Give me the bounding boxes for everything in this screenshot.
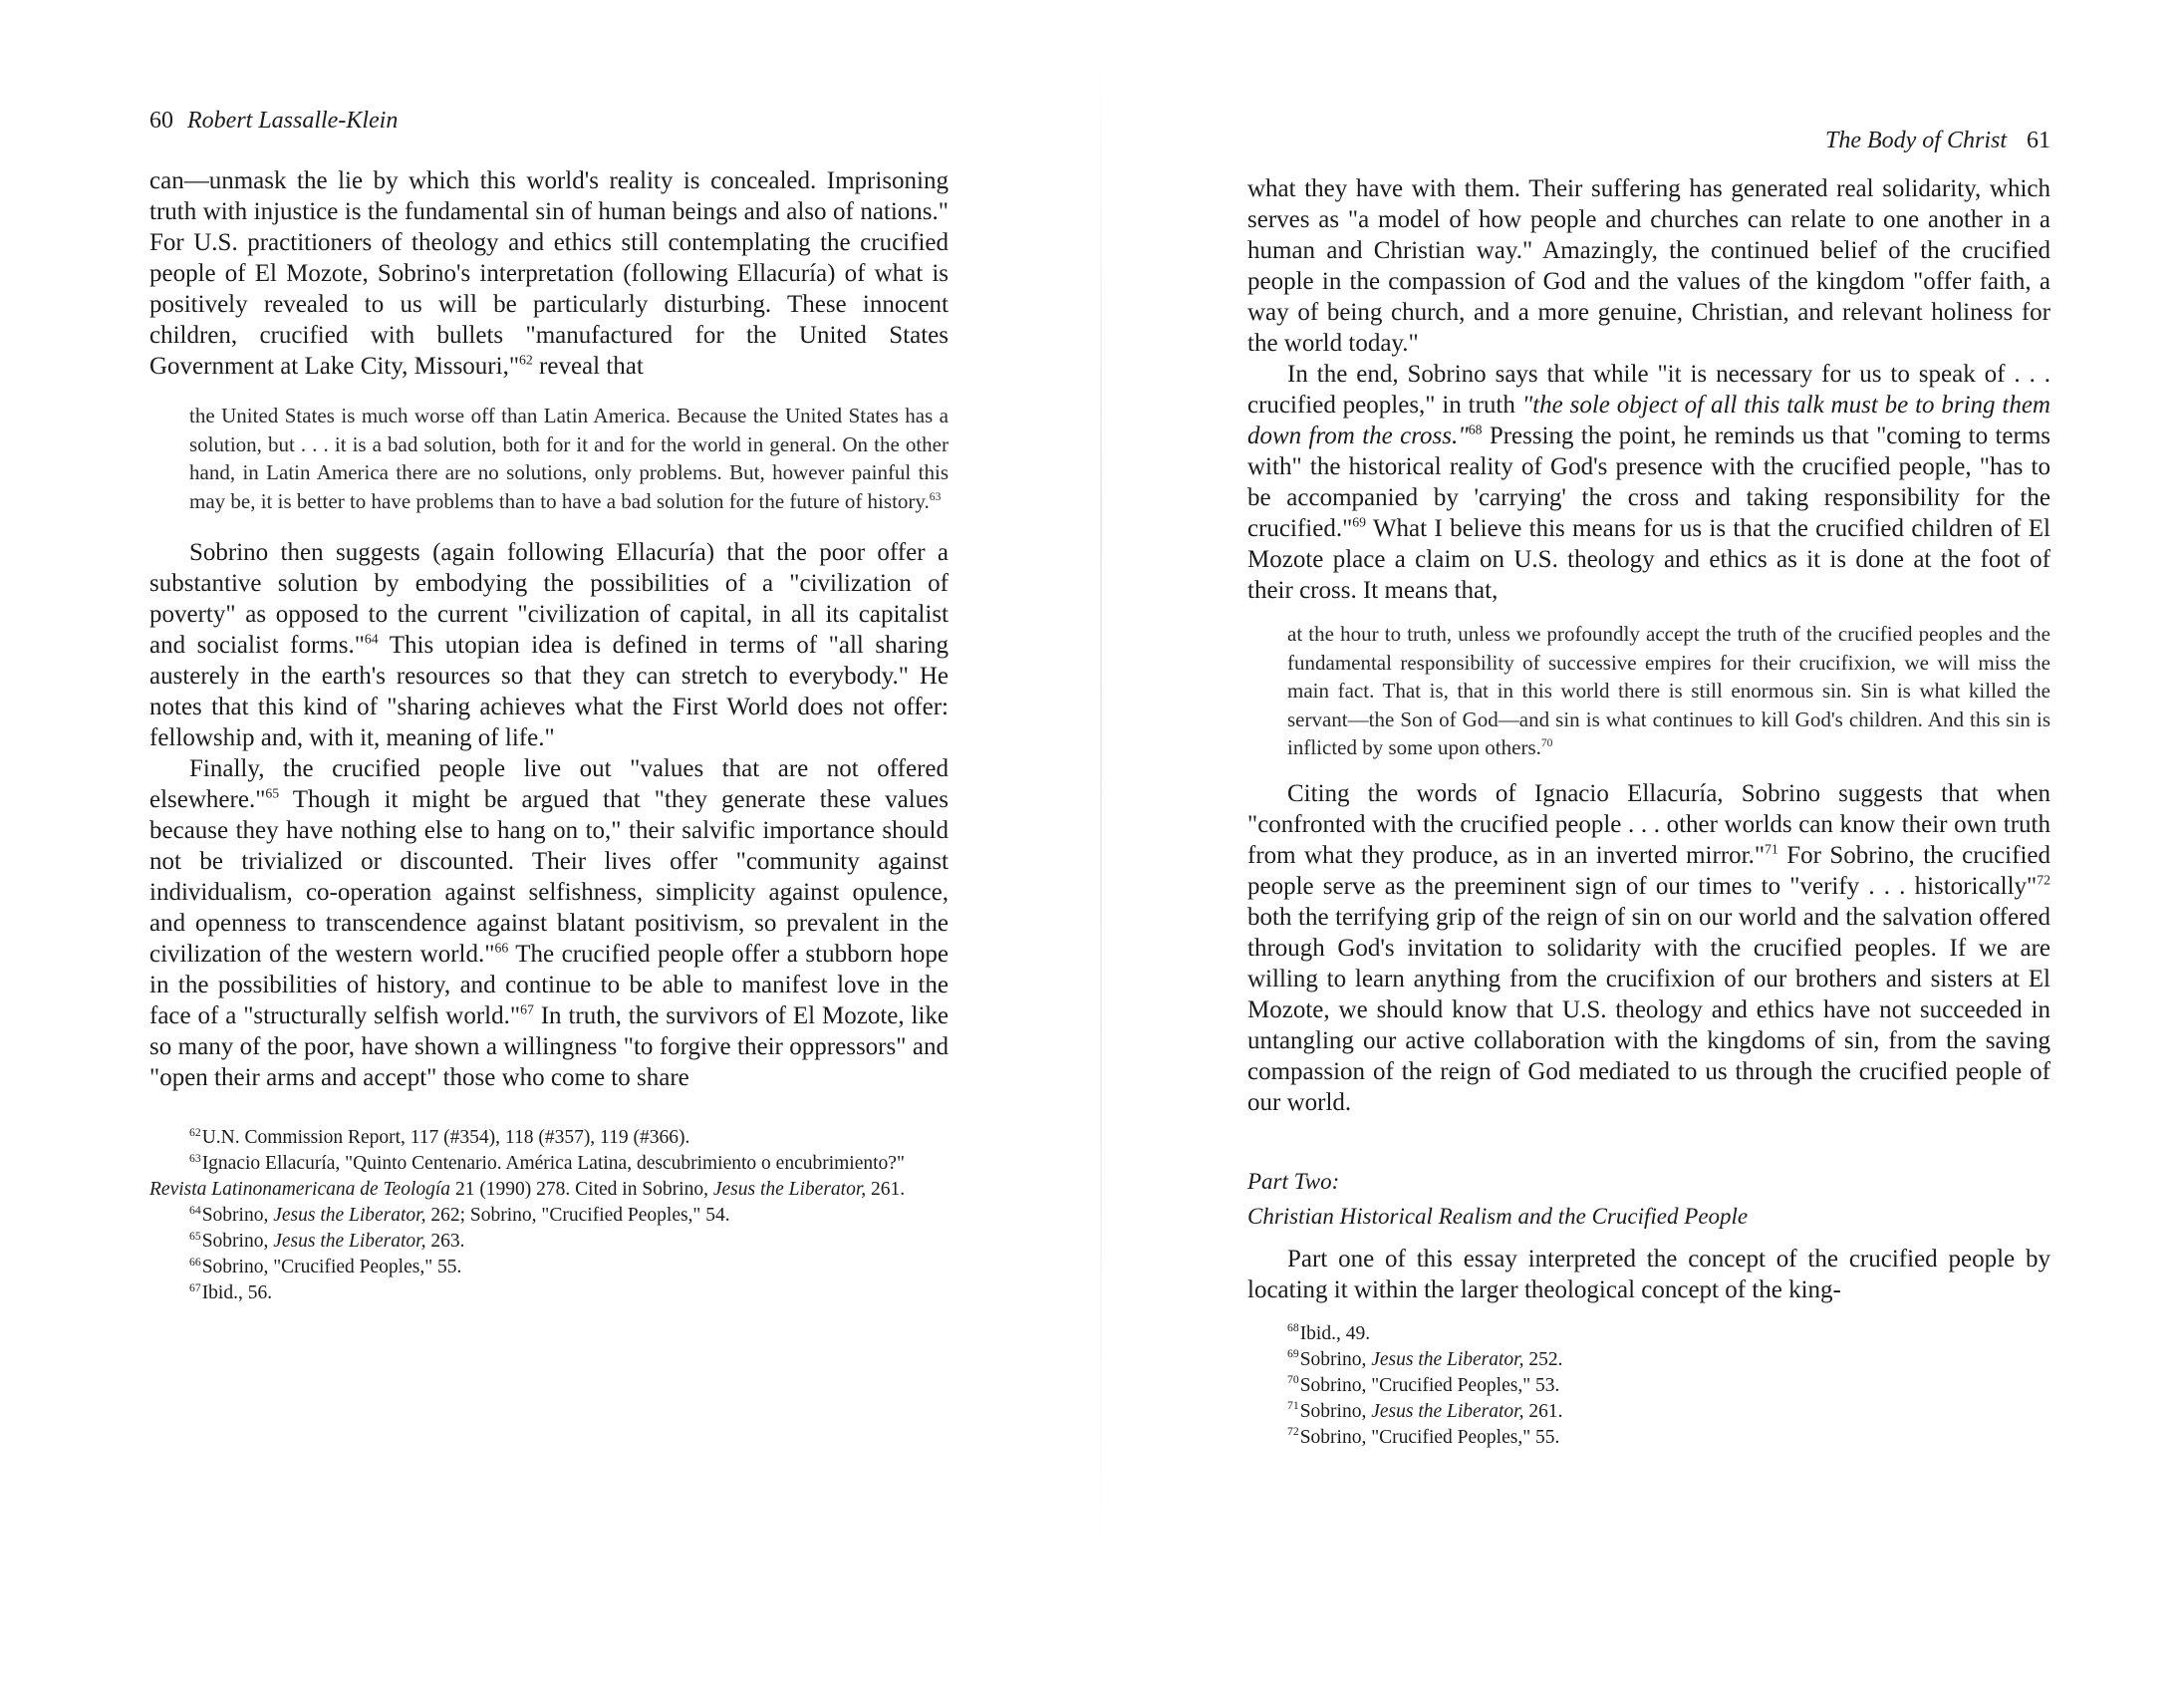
footnote-reference: 67 bbox=[520, 1001, 534, 1017]
paragraph-text: Finally, the crucified people live out "values that are not offered elsewhere." bbox=[149, 755, 949, 813]
footnote-mark: 70 bbox=[1287, 1373, 1299, 1386]
emphasized-text: "the sole object of all this talk must be to bring them down from the cross." bbox=[1247, 392, 2050, 449]
footnote-title: Jesus the Liberator, bbox=[712, 1179, 867, 1200]
footnote bbox=[149, 1255, 949, 1280]
running-head: Robert Lassalle-Klein bbox=[187, 108, 399, 134]
footnote-text: Sobrino, "Crucified Peoples," 55. bbox=[1299, 1426, 1560, 1448]
footnote-text: 21 (1990) 278. Cited in Sobrino, bbox=[450, 1179, 713, 1200]
footnote bbox=[1247, 1425, 2050, 1451]
footnote-mark: 69 bbox=[1287, 1347, 1299, 1360]
footnote-text: Sobrino, bbox=[1299, 1348, 1372, 1370]
body-paragraph bbox=[149, 165, 949, 382]
footnote-mark: 63 bbox=[189, 1151, 201, 1165]
footnote-text: Sobrino, bbox=[201, 1205, 274, 1226]
footnote-reference: 72 bbox=[2037, 872, 2050, 888]
block-quote bbox=[1247, 620, 2050, 762]
quote-text: the United States is much worse off than Latin America. Because the United States has a solution, but . . . it is a bad solution, both for it and for the world in general. On the other hand, in Latin America there are no solutions, only problems. But, however painful this may be, it is better to have problems than to have a bad solution for the future of history. bbox=[189, 404, 949, 513]
footnote-reference: 63 bbox=[929, 490, 942, 503]
footnote-text: Ibid., 56. bbox=[201, 1282, 273, 1303]
paragraph-text: can—unmask the lie by which this world's reality is concealed. Imprisoning truth with injustice is the fundamental sin of human beings and also of nations." For U.S. practitioners of theology and ethics still contemplating the crucified people of El Mozote, Sobrino's interpretation (following Ellacuría) of what is positively revealed to us will be particularly disturbing. These innocent children, crucified with bullets "manufactured for the United States Government at Lake City, Missouri," bbox=[149, 167, 949, 380]
footnote bbox=[1247, 1347, 2050, 1373]
footnote-mark: 66 bbox=[189, 1255, 201, 1269]
left-page-header bbox=[149, 108, 398, 135]
footnote-mark: 67 bbox=[189, 1280, 201, 1294]
footnote-text: U.N. Commission Report, 117 (#354), 118 (#357), 119 (#366). bbox=[201, 1127, 690, 1148]
paragraph-text: Pressing the point, he reminds us that "coming to terms with" the historical reality of God's presence with the crucified people, "has to be accompanied by 'carrying' the cross and taking responsibility for the crucified." bbox=[1247, 423, 2050, 542]
footnote bbox=[149, 1203, 949, 1229]
footnote-mark: 62 bbox=[189, 1125, 201, 1139]
footnotes bbox=[1247, 1321, 2050, 1451]
footnote-reference: 70 bbox=[1540, 737, 1553, 749]
paragraph-text: What I believe this means for us is that the crucified children of El Mozote place a claim on U.S. theology and ethics as it is done at the foot of their cross. It means that, bbox=[1247, 515, 2050, 604]
footnote-text: Sobrino, "Crucified Peoples," 55. bbox=[201, 1257, 462, 1277]
footnote bbox=[1247, 1399, 2050, 1425]
footnote-mark: 72 bbox=[1287, 1425, 1299, 1438]
footnote-text: Sobrino, bbox=[201, 1231, 274, 1252]
footnote-text: 263. bbox=[425, 1231, 465, 1252]
footnote-mark: 68 bbox=[1287, 1321, 1299, 1334]
footnote-title: Jesus the Liberator, bbox=[273, 1205, 426, 1226]
footnote-text: 262; Sobrino, "Crucified Peoples," 54. bbox=[425, 1205, 730, 1226]
section-heading bbox=[1247, 1164, 2050, 1234]
footnote-text: Ignacio Ellacuría, "Quinto Centenario. América Latina, descubrimiento o encubrimiento?" bbox=[201, 1153, 905, 1174]
footnote bbox=[1247, 1373, 2050, 1399]
footnote-reference: 65 bbox=[265, 785, 280, 801]
footnote-text: 261. bbox=[866, 1179, 906, 1200]
body-paragraph bbox=[149, 537, 949, 753]
footnote-text: Ibid., 49. bbox=[1299, 1322, 1371, 1344]
body-paragraph bbox=[1247, 778, 2050, 1118]
paragraph-text: Though it might be argued that "they generate these values because they have nothing else to hang on to," their salvific importance should not be trivialized or discounted. Their lives offer "community against individualism, co-operation against selfishness, simplicity against opulence, and openness to transcendence against blatant positivism, so prevalent in the civilization of the western world." bbox=[149, 786, 949, 968]
right-page-body bbox=[1247, 173, 2050, 1451]
footnote-title: Jesus the Liberator, bbox=[273, 1231, 426, 1252]
page-gutter bbox=[1100, 60, 1102, 1555]
paragraph-text: In the end, Sobrino says that while "it is necessary for us to speak of . . . crucified peoples," in truth bbox=[1247, 361, 2050, 419]
paragraph-text: For Sobrino, the crucified people serve as the preeminent sign of our times to "verify . . . historically" bbox=[1247, 841, 2050, 900]
footnote-mark: 64 bbox=[189, 1203, 201, 1217]
paragraph-text: In truth, the survivors of El Mozote, like so many of the poor, have shown a willingness "to forgive their oppressors" and "open their arms and accept" those who come to share bbox=[149, 1002, 949, 1091]
footnote-text: 261. bbox=[1523, 1400, 1563, 1422]
footnote-title: Jesus the Liberator, bbox=[1371, 1348, 1524, 1370]
paragraph-text: reveal that bbox=[532, 353, 644, 380]
paragraph-text: The crucified people offer a stubborn hope in the possibilities of history, and continue to be able to manifest love in the face of a "structurally selfish world." bbox=[149, 941, 950, 1029]
section-heading-label: Part Two: bbox=[1247, 1168, 1340, 1194]
footnote-reference: 68 bbox=[1468, 422, 1483, 437]
footnote-reference: 66 bbox=[494, 940, 509, 956]
footnote bbox=[149, 1125, 949, 1151]
footnote-mark: 65 bbox=[189, 1229, 201, 1243]
footnote-title: Revista Latinonamericana de Teología bbox=[149, 1179, 451, 1200]
paragraph-text: This utopian idea is defined in terms of "all sharing austerely in the earth's resources so that they can stretch to everybody." He notes that this kind of "sharing achieves what the First World does not offer: fellowship and, with it, meaning of life." bbox=[149, 632, 949, 751]
body-paragraph bbox=[149, 753, 949, 1093]
body-paragraph: Part one of this essay interpreted the concept of the crucified people by locating it within the larger theological concept of the king- bbox=[1247, 1245, 2050, 1303]
footnote-mark: 71 bbox=[1287, 1399, 1299, 1412]
body-paragraph bbox=[1247, 359, 2050, 606]
paragraph-text: Citing the words of Ignacio Ellacuría, Sobrino suggests that when "confronted with the crucified people . . . other worlds can know their own truth from what they produce, as in an inverted mirror." bbox=[1247, 779, 2050, 869]
footnotes bbox=[149, 1125, 949, 1306]
right-page-header bbox=[1825, 128, 2050, 154]
footnote bbox=[149, 1280, 949, 1306]
body-paragraph: what they have with them. Their suffering has generated real solidarity, which serves as "a model of how people and churches can relate to one another in a human and Christian way." Amazingly, the continued belief of the crucified people in the compassion of God and the values of the kingdom "offer faith, a way of being church, and a more genuine, Christian, and relevant holiness for the world today." bbox=[1247, 175, 2050, 357]
footnote-text: Sobrino, bbox=[1299, 1400, 1372, 1422]
footnote-reference: 71 bbox=[1765, 841, 1778, 857]
footnote-text: Sobrino, "Crucified Peoples," 53. bbox=[1299, 1374, 1560, 1396]
footnote bbox=[1247, 1321, 2050, 1347]
page-number: 60 bbox=[149, 108, 173, 134]
running-head: The Body of Christ bbox=[1824, 128, 2007, 153]
footnote bbox=[149, 1151, 949, 1203]
block-quote bbox=[149, 402, 949, 515]
footnote-reference: 69 bbox=[1352, 514, 1367, 530]
page-number: 61 bbox=[2027, 128, 2050, 153]
paragraph-text: Sobrino then suggests (again following Ellacuría) that the poor offer a substantive solution by embodying the possibilities of a "civilization of poverty" as opposed to the current "civilization of capital, in all its capitalist and socialist forms." bbox=[149, 539, 949, 659]
footnote-text: 252. bbox=[1523, 1348, 1563, 1370]
footnote-reference: 62 bbox=[519, 352, 533, 368]
section-heading-title: Christian Historical Realism and the Crucified People bbox=[1247, 1203, 1749, 1229]
paragraph-text: both the terrifying grip of the reign of sin on our world and the salvation offered through God's invitation to solidarity with the crucified peoples. If we are willing to learn anything from the crucifixion of our brothers and sisters at El Mozote, we should know that U.S. theology and ethics have not succeeded in untangling our active collaboration with the kingdoms of sin, from the saving compassion of the reign of God mediated to us through the crucified people of our world. bbox=[1247, 903, 2050, 1116]
left-page-body bbox=[149, 165, 949, 1306]
footnote-reference: 64 bbox=[364, 631, 379, 647]
quote-text: at the hour to truth, unless we profoundly accept the truth of the crucified peoples and the fundamental responsibility of successive empires for their crucifixion, we will miss the main fact. That is, that in this world there is still enormous sin. Sin is what killed the servant—the Son of God—and sin is what continues to kill God's children. And this sin is inflicted by some upon others. bbox=[1287, 622, 2050, 759]
footnote bbox=[149, 1229, 949, 1255]
footnote-title: Jesus the Liberator, bbox=[1371, 1400, 1524, 1422]
